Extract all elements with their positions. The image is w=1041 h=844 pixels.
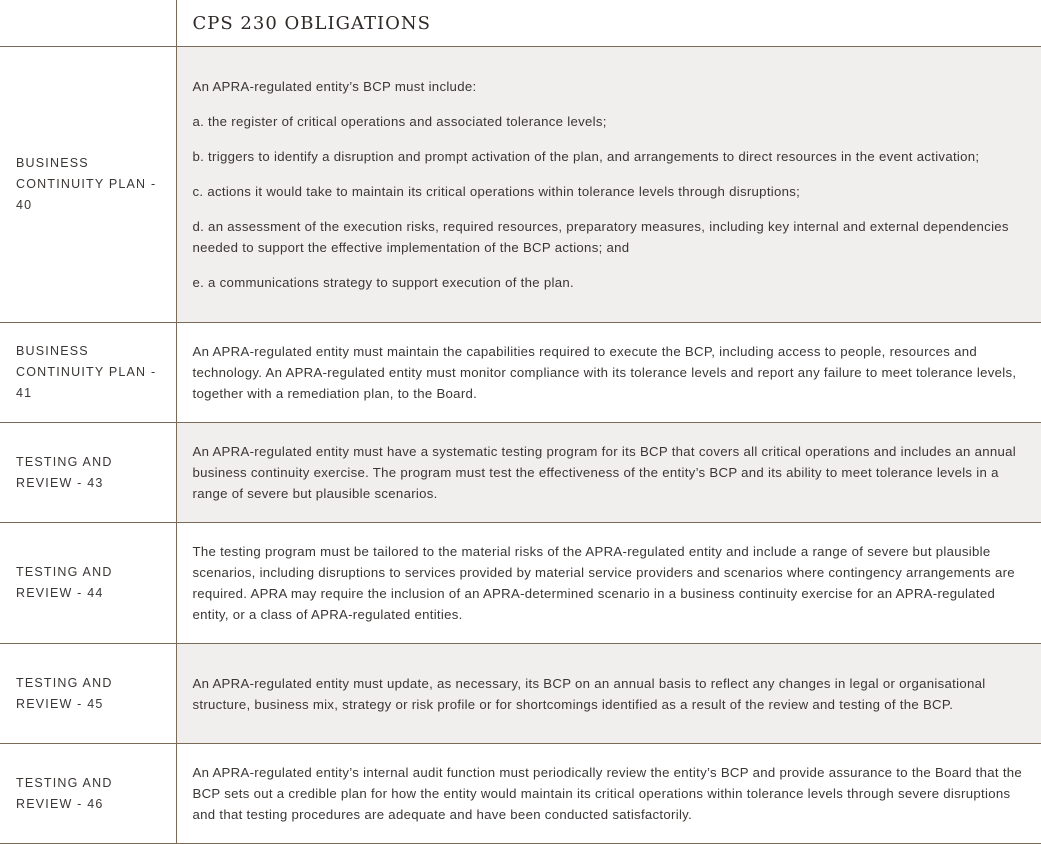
- table-header-row: [0, 0, 1041, 47]
- row-label: TESTING AND REVIEW - 44: [0, 523, 176, 644]
- paragraph: The testing program must be tailored to the material risks of the APRA-regulated entity and include a range of severe but plausible scenarios, including disruptions to services provided by material service providers and scenarios where contingency arrangements are required. APRA may require the inclusion of an APRA-determined scenario in a business continuity exercise for an APRA-regulated entity, or a class of APRA-regulated entities.: [192, 544, 1015, 622]
- row-content: [176, 423, 1041, 523]
- table-title: CPS 230 OBLIGATIONS: [176, 0, 1041, 47]
- paragraph: b. triggers to identify a disruption and prompt activation of the plan, and arrangements to direct resources in the event activation;: [192, 149, 980, 164]
- row-content: [176, 523, 1041, 644]
- paragraph: An APRA-regulated entity must update, as necessary, its BCP on an annual basis to reflect any changes in legal or organisational structure, business mix, strategy or risk profile or for shortcomings identified as a result of the review and testing of the BCP.: [192, 675, 986, 712]
- paragraph: An APRA-regulated entity must have a systematic testing program for its BCP that covers all critical operations and includes an annual business continuity exercise. The program must test the effectiveness of the entity’s BCP and its ability to meet tolerance levels in a range of severe but plausible scenarios.: [192, 444, 1017, 501]
- row-content: [176, 47, 1041, 323]
- row-label: TESTING AND REVIEW - 43: [0, 423, 176, 523]
- table-row: [0, 744, 1041, 844]
- table-row: [0, 323, 1041, 423]
- row-content: [176, 744, 1041, 844]
- paragraph: c. actions it would take to maintain its critical operations within tolerance levels through disruptions;: [192, 184, 801, 199]
- paragraph: d. an assessment of the execution risks, required resources, preparatory measures, including key internal and external dependencies needed to support the effective implementation of the BCP actions; and: [192, 219, 1009, 255]
- table-row: [0, 423, 1041, 523]
- row-label: BUSINESS CONTINUITY PLAN - 41: [0, 323, 176, 423]
- paragraph: An APRA-regulated entity’s internal audit function must periodically review the entity’s BCP and provide assurance to the Board that the BCP sets out a credible plan for how the entity would maintain its critical operations within tolerance levels through severe disruptions and that testing procedures are adequate and have been conducted satisfactorily.: [192, 765, 1023, 822]
- paragraph: An APRA-regulated entity must maintain the capabilities required to execute the BCP, including access to people, resources and technology. An APRA-regulated entity must monitor compliance with its tolerance levels and report any failure to meet tolerance levels, together with a remediation plan, to the Board.: [192, 344, 1017, 401]
- header-corner-cell: [0, 0, 176, 47]
- table-row: [0, 47, 1041, 323]
- row-label: BUSINESS CONTINUITY PLAN - 40: [0, 47, 176, 323]
- row-content: [176, 323, 1041, 423]
- row-label: TESTING AND REVIEW - 45: [0, 644, 176, 744]
- row-label: TESTING AND REVIEW - 46: [0, 744, 176, 844]
- paragraph: e. a communications strategy to support execution of the plan.: [192, 275, 574, 290]
- row-content: [176, 644, 1041, 744]
- table-row: [0, 523, 1041, 644]
- paragraph: An APRA-regulated entity’s BCP must include:: [192, 79, 477, 94]
- paragraph: a. the register of critical operations and associated tolerance levels;: [192, 114, 607, 129]
- table-row: [0, 644, 1041, 744]
